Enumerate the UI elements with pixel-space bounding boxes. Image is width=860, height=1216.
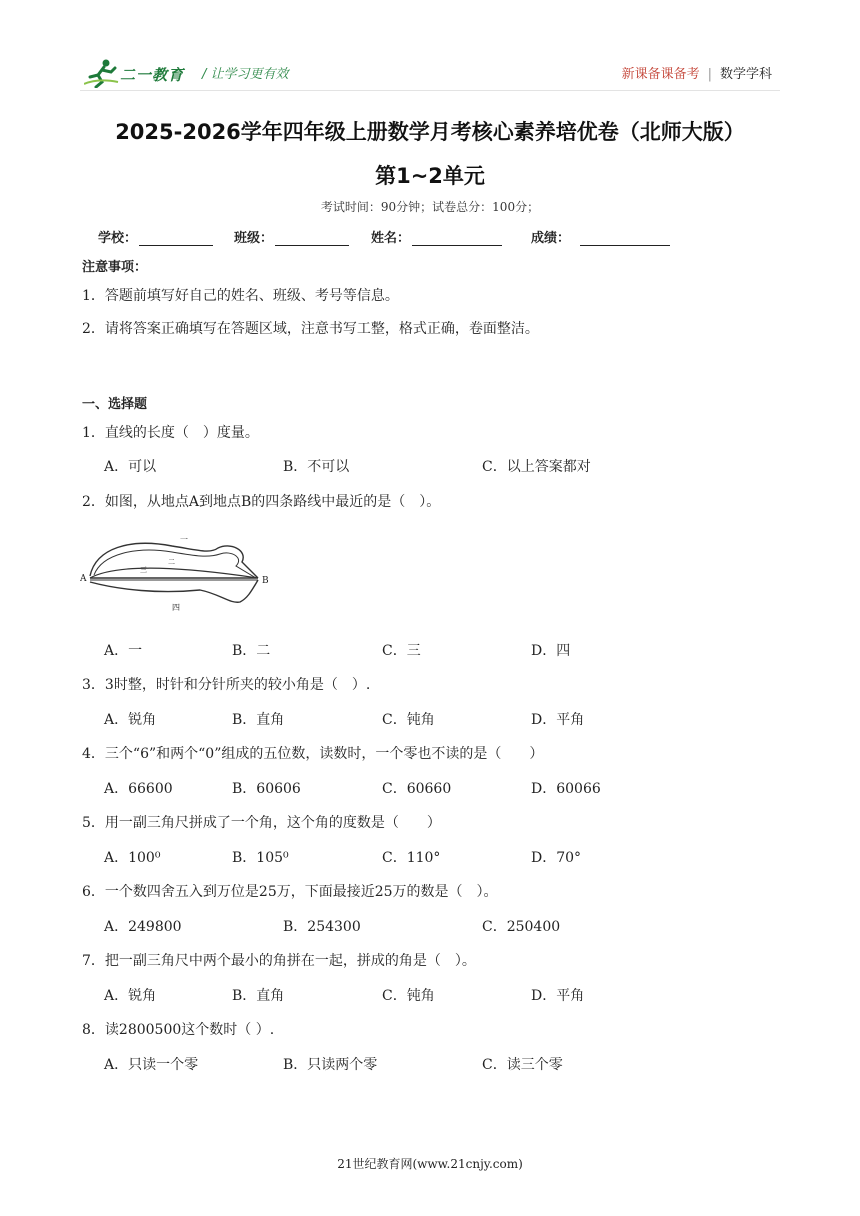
brand-label: 新课备课备考 xyxy=(621,67,700,82)
notes-title: 注意事项： xyxy=(82,260,148,275)
label-route-one: 一 xyxy=(180,535,188,544)
class-label: 班级： xyxy=(234,231,274,246)
class-field xyxy=(234,227,349,246)
option[interactable]: B．254300 xyxy=(283,919,361,935)
score-blank[interactable] xyxy=(580,231,670,246)
option[interactable]: C．110° xyxy=(382,850,441,866)
logo xyxy=(84,58,204,88)
label-route-three: 三 xyxy=(140,566,147,574)
question-stem: 7．把一副三角尺中两个最小的角拼在一起，拼成的角是（ ）。 xyxy=(82,953,476,969)
label-route-two: 二 xyxy=(168,558,175,566)
option[interactable]: B．直角 xyxy=(232,712,285,728)
header-separator: | xyxy=(707,67,712,82)
logo-text: 二一教育 xyxy=(120,66,185,84)
exam-info: 考试时间：90分钟；试卷总分：100分； xyxy=(320,200,540,214)
header-divider xyxy=(80,90,780,91)
slogan: / 让学习更有效 xyxy=(202,67,289,82)
label-b: B xyxy=(262,576,269,586)
name-label: 姓名： xyxy=(371,231,411,246)
option[interactable]: A．锐角 xyxy=(104,712,157,728)
option[interactable]: D．60066 xyxy=(531,781,601,797)
label-route-four: 四 xyxy=(172,603,180,612)
option[interactable]: C．三 xyxy=(382,643,421,659)
option[interactable]: B．二 xyxy=(232,643,271,659)
school-blank[interactable] xyxy=(139,231,213,246)
school-field xyxy=(98,227,213,246)
option[interactable]: D．平角 xyxy=(531,712,585,728)
option[interactable]: B．不可以 xyxy=(283,459,350,475)
question-stem: 4．三个“6”和两个“0”组成的五位数，读数时，一个零也不读的是（ ） xyxy=(82,746,544,762)
name-blank[interactable] xyxy=(412,231,502,246)
question-stem: 6．一个数四舍五入到万位是25万，下面最接近25万的数是（ ）。 xyxy=(82,884,498,900)
subject-label: 数学学科 xyxy=(719,67,772,82)
section-title: 一、选择题 xyxy=(82,397,148,412)
class-blank[interactable] xyxy=(275,231,349,246)
option[interactable]: B．60606 xyxy=(232,781,301,797)
option[interactable]: A．100⁰ xyxy=(104,850,161,866)
page-subtitle: 第1~2单元 xyxy=(375,164,485,188)
option[interactable]: C．250400 xyxy=(482,919,561,935)
option[interactable]: C．钝角 xyxy=(382,712,435,728)
name-field xyxy=(371,227,502,246)
note-item: 1．答题前填写好自己的姓名、班级、考号等信息。 xyxy=(82,288,399,304)
route-figure xyxy=(80,528,280,614)
option[interactable]: C．钝角 xyxy=(382,988,435,1004)
question-stem: 2．如图，从地点A到地点B的四条路线中最近的是（ ）。 xyxy=(82,494,441,510)
route-diagram xyxy=(80,528,280,614)
option[interactable]: A．只读一个零 xyxy=(104,1057,199,1073)
option[interactable]: A．锐角 xyxy=(104,988,157,1004)
footer: 21世纪教育网(www.21cnjy.com) xyxy=(337,1157,523,1171)
label-a: A xyxy=(80,574,87,584)
option[interactable]: A．可以 xyxy=(104,459,157,475)
option[interactable]: B．只读两个零 xyxy=(283,1057,378,1073)
option[interactable]: C．读三个零 xyxy=(482,1057,563,1073)
note-item: 2．请将答案正确填写在答题区域，注意书写工整，格式正确，卷面整洁。 xyxy=(82,321,539,337)
option[interactable]: C．60660 xyxy=(382,781,452,797)
option[interactable]: B．直角 xyxy=(232,988,285,1004)
question-stem: 8．读2800500这个数时（ ）. xyxy=(82,1022,275,1038)
option[interactable]: C．以上答案都对 xyxy=(482,459,591,475)
option[interactable]: A．66600 xyxy=(104,781,173,797)
question-stem: 3．3时整，时针和分针所夹的较小角是（ ）. xyxy=(82,677,371,693)
question-stem: 1．直线的长度（ ）度量。 xyxy=(82,425,259,441)
score-field xyxy=(531,227,670,246)
option[interactable]: D．70° xyxy=(531,850,582,866)
option[interactable]: B．105⁰ xyxy=(232,850,289,866)
option[interactable]: A．249800 xyxy=(104,919,182,935)
question-stem: 5．用一副三角尺拼成了一个角，这个角的度数是（ ） xyxy=(82,815,441,831)
header-right xyxy=(622,63,772,82)
runner-logo-icon xyxy=(84,58,120,88)
score-label: 成绩： xyxy=(531,231,571,246)
page-title: 2025-2026学年四年级上册数学月考核心素养培优卷（北师大版） xyxy=(115,120,745,144)
option[interactable]: A．一 xyxy=(104,643,143,659)
option[interactable]: D．四 xyxy=(531,643,571,659)
option[interactable]: D．平角 xyxy=(531,988,585,1004)
school-label: 学校： xyxy=(98,231,138,246)
